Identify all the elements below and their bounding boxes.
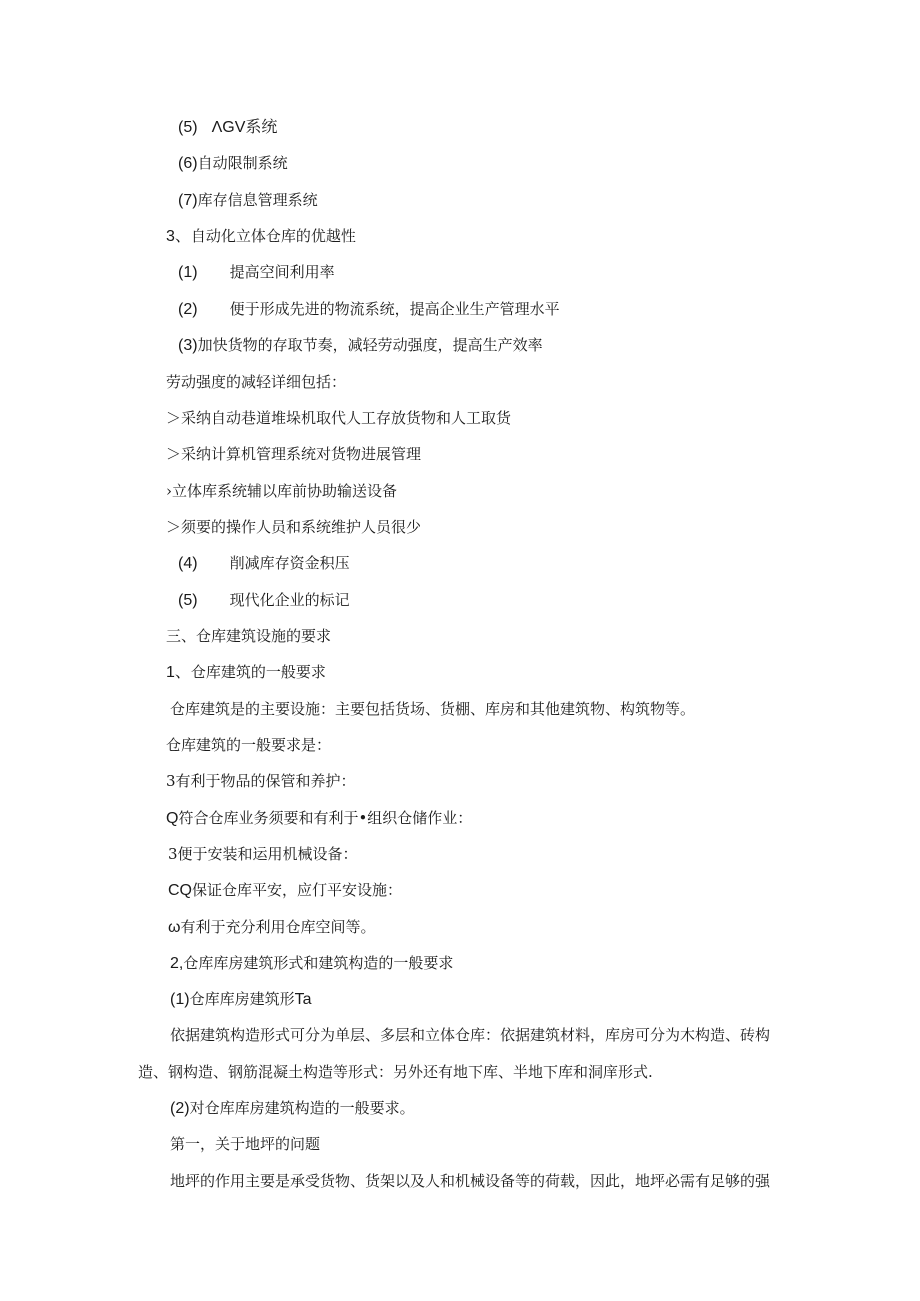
item-marker: ω [168, 919, 181, 936]
item-text: 现代化企业的标记 [229, 591, 350, 609]
list-item [170, 1098, 415, 1119]
item-text: 自动限制系统 [197, 154, 288, 172]
item-number: (3) [178, 337, 198, 354]
item-number: (6) [178, 155, 198, 172]
list-item [178, 190, 318, 211]
item-number: (5) [178, 119, 198, 136]
paragraph: 劳动强度的减轻详细包括： [166, 373, 347, 391]
subsection-heading [170, 953, 453, 974]
heading-text: 仓库库房建筑形式和建筑构造的一般要求 [183, 954, 454, 972]
list-item [178, 262, 335, 283]
item-number: (1) [170, 991, 190, 1008]
item-text: 有利于充分利用仓库空间等。 [180, 918, 376, 936]
item-marker: CQ [168, 882, 192, 899]
bullet-item: ›立体库系统辅以库前协助输送设备 [166, 482, 398, 500]
item-number: (5) [178, 592, 198, 609]
heading-number: 1、 [166, 664, 191, 681]
list-item [168, 880, 402, 901]
heading-number: 3、 [166, 228, 191, 245]
list-item: 3便于安装和运用机械设备： [168, 845, 358, 863]
item-text: 仓库库房建筑形 [189, 990, 295, 1008]
item-number: (2) [170, 1100, 190, 1117]
bullet-item: ＞须要的操作人员和系统维护人员很少 [166, 518, 422, 536]
item-text: 加快货物的存取节奏，减轻劳动强度，提高生产效率 [197, 336, 543, 354]
item-text: 削减库存资金积压 [229, 554, 350, 572]
heading-text: 自动化立体仓库的优越性 [190, 227, 356, 245]
item-text: 对仓库库房建筑构造的一般要求。 [189, 1099, 415, 1117]
heading-number: 2, [170, 955, 184, 972]
list-item [178, 299, 560, 320]
heading-text: 仓库建筑的一般要求 [190, 663, 326, 681]
item-number: (2) [178, 301, 198, 318]
list-item [178, 335, 543, 356]
bullet-item: ＞采纳计算机管理系统对货物进展管理 [166, 445, 422, 463]
list-item [178, 553, 350, 574]
paragraph: 依据建筑构造形式可分为单层、多层和立体仓库：依据建筑材料，库房可分为木构造、砖构 [170, 1026, 771, 1044]
item-text: 保证仓库平安，应仃平安设施： [192, 881, 403, 899]
item-text: 符合仓库业务须要和有利于•组织仓储作业： [178, 809, 473, 827]
subsection-heading [166, 662, 326, 683]
list-item [178, 117, 277, 138]
paragraph: 仓库建筑是的主要设施：主要包括货场、货棚、库房和其他建筑物、构筑物等。 [170, 700, 696, 718]
item-number: (1) [178, 264, 198, 281]
bullet-item: ＞采纳自动巷道堆垛机取代人工存放货物和人工取货 [166, 409, 512, 427]
list-item [166, 808, 472, 829]
list-item [178, 590, 350, 611]
paragraph: 仓库建筑的一般要求是： [166, 736, 332, 754]
list-item: 3有利于物品的保管和养护： [166, 772, 356, 790]
paragraph: 地坪的作用主要是承受货物、货架以及人和机械设备等的荷载，因此，地坪必需有足够的强 [170, 1172, 771, 1190]
section-heading: 三、仓库建筑设施的要求 [166, 627, 332, 645]
paragraph: 第一，关于地坪的问题 [170, 1135, 321, 1153]
section-heading [166, 226, 356, 247]
item-number: (7) [178, 192, 198, 209]
paragraph-continuation: 造、钢构造、钢筋混凝土构造等形式：另外还有地下库、半地下库和洞庠形式. [138, 1063, 653, 1081]
item-text: 提高空间利用率 [229, 263, 335, 281]
list-item [170, 989, 311, 1010]
item-text: 库存信息管理系统 [197, 191, 318, 209]
item-number: (4) [178, 555, 198, 572]
list-item [168, 917, 376, 938]
item-tail: Ta [294, 991, 312, 1008]
item-text: ΛGV系统 [211, 119, 278, 136]
item-marker: Q [166, 810, 179, 827]
item-text: 便于形成先进的物流系统，提高企业生产管理水平 [229, 300, 560, 318]
list-item [178, 153, 288, 174]
